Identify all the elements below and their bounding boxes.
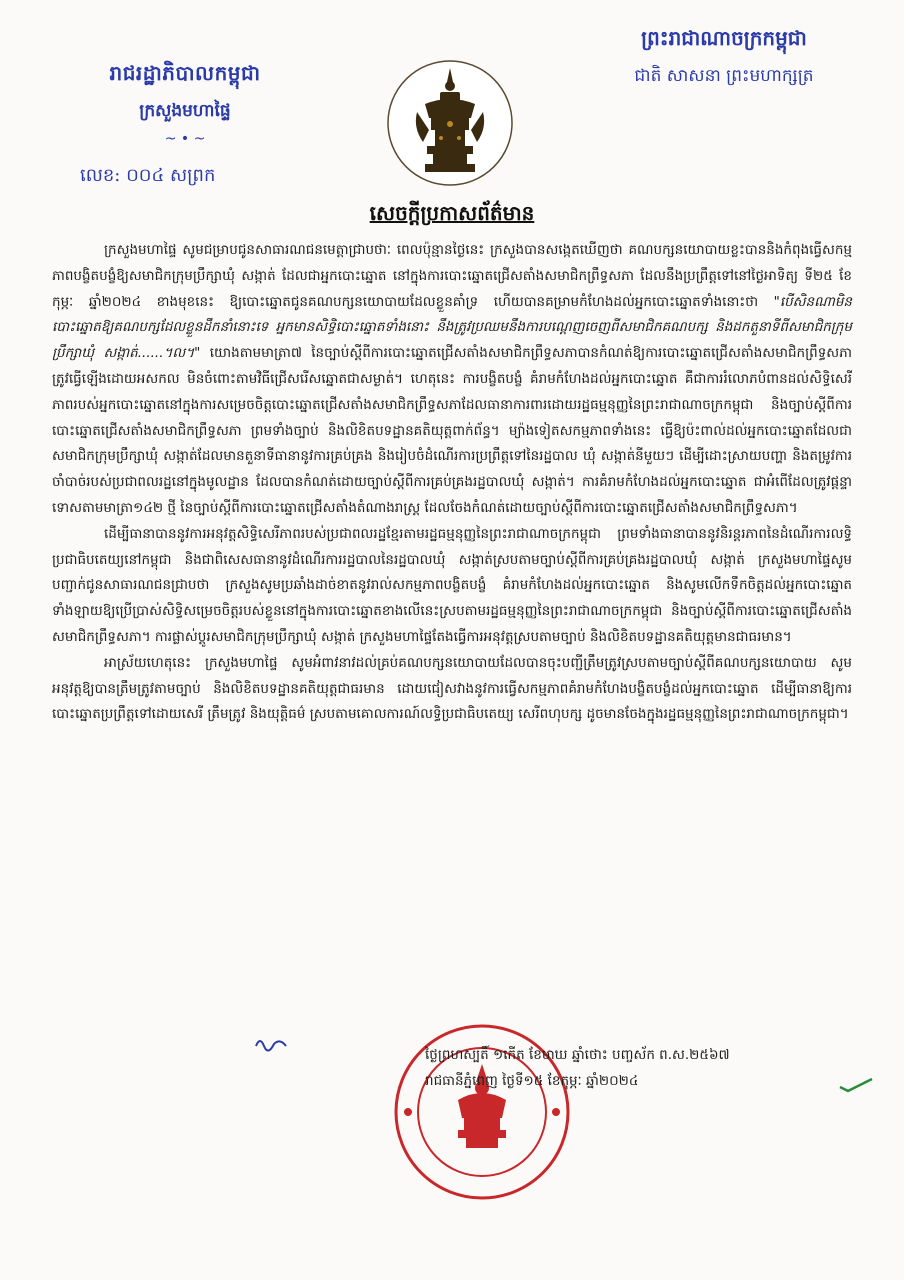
paragraph-1: [52, 238, 852, 522]
paragraph-1-text: ក្រសួងមហាផ្ទៃ សូមជម្រាបជូនសាធារណជនមេត្តាជ្រាបថាៈ ពេលប៉ុន្មានថ្ងៃនេះ ក្រសួងបានសង្កេតឃើញថា គណបក្សនយោបាយខ្លះបាននិងកំពុងធ្វើសកម្មភាពបង្ខិតបង្ខំឱ្យសមាជិកក្រុមប្រឹក្សាឃុំ សង្កាត់ ដែលជាអ្នកបោះឆ្នោត នៅក្នុងការបោះឆ្នោតជ្រើសតាំងសមាជិកព្រឹទ្ធសភា ដែលនឹងប្រព្រឹត្តទៅនៅថ្ងៃអាទិត្យ ទី២៥ ខែកុម្ភៈ ឆ្នាំ២០២៤ ខាងមុខនេះ ឱ្យបោះឆ្នោតជូនគណបក្សនយោបាយដែលខ្លួនគាំទ្រ ហើយបានគម្រាមកំហែងដល់អ្នកបោះឆ្នោតទាំងនោះថា: [52, 242, 852, 310]
initial-mark-icon: [252, 1032, 292, 1052]
place-and-date: រាជធានីភ្នំពេញ ថ្ងៃទី១៥ ខែកុម្ភៈ ឆ្នាំ២០២៤: [425, 1073, 639, 1089]
header-left: [70, 60, 300, 190]
kingdom-name: ព្រះរាជាណាចក្រកម្ពុជា: [641, 26, 807, 50]
document-body: [52, 238, 852, 728]
signature-block: [425, 1042, 865, 1094]
check-mark-icon: [838, 1075, 874, 1095]
reference-number: លេខ: ០០៤ សព្រក: [80, 165, 216, 186]
header-right: [594, 25, 854, 90]
paragraph-3: អាស្រ័យហេតុនេះ ក្រសួងមហាផ្ទៃ សូមអំពាវនាវដល់គ្រប់គណបក្សនយោបាយដែលបានចុះបញ្ជីត្រឹមត្រូវស្របតាមច្បាប់ស្តីពីគណបក្សនយោបាយ សូមអនុវត្តឱ្យបានត្រឹមត្រូវតាមច្បាប់ និងលិខិតបទដ្ឋានគតិយុត្តជាធរមាន ដោយជៀសវាងនូវការធ្វើសកម្មភាពគំរាមកំហែងបង្ខិតបង្ខំដល់អ្នកបោះឆ្នោត ដើម្បីធានាឱ្យការបោះឆ្នោតប្រព្រឹត្តទៅដោយសេរី ត្រឹមត្រូវ និងយុត្តិធម៌ ស្របតាមគោលការណ៍លទ្ធិប្រជាធិបតេយ្យ សេរីពហុបក្ស ដូចមានចែងក្នុងរដ្ឋធម្មនុញ្ញនៃព្រះរាជាណាចក្រកម្ពុជា។: [52, 654, 852, 723]
ministry-name: ក្រសួងមហាផ្ទៃ: [139, 101, 231, 121]
national-motto: ជាតិ សាសនា ព្រះមហាក្សត្រ: [634, 66, 814, 86]
quoted-threat: "បើសិនណាមិនបោះឆ្នោតឱ្យគណបក្សដែលខ្លួនដឹកនាំនោះទេ អ្នកមានសិទ្ធិបោះឆ្នោតទាំងនោះ នឹងត្រូវប្រឈមនឹងការបណ្តេញចេញពីសមាជិកគណបក្ស និងដកតួនាទីពីសមាជិកក្រុមប្រឹក្សាឃុំ សង្កាត់......។ល។": [52, 293, 852, 362]
government-name: រាជរដ្ឋាភិបាលកម្ពុជា: [109, 61, 261, 85]
ornament: ~ • ~: [164, 131, 206, 147]
document-title: សេចក្តីប្រកាសព័ត៌មាន: [369, 201, 535, 225]
paragraph-1-continued: យោងតាមមាត្រា៧ នៃច្បាប់ស្តីពីការបោះឆ្នោតជ្រើសតាំងសមាជិកព្រឹទ្ធសភាបានកំណត់ឱ្យការបោះឆ្នោតជ្រើសតាំងសមាជិកព្រឹទ្ធសភា ត្រូវធ្វើឡើងដោយអសកល មិនចំពោះតាមវិធីជ្រើសរើសឆ្នោតជាសម្ងាត់។ ហេតុនេះ ការបង្ខិតបង្ខំ គំរាមកំហែងដល់អ្នកបោះឆ្នោត គឺជាការរំលោភបំពានដល់សិទ្ធិសេរីភាពរបស់អ្នកបោះឆ្នោតនៅក្នុងការសម្រេចចិត្តបោះឆ្នោតជ្រើសតាំងសមាជិកព្រឹទ្ធសភាដែលធានាការពារដោយរដ្ឋធម្មនុញ្ញនៃព្រះរាជាណាចក្រកម្ពុជា និងច្បាប់ស្តីពីការបោះឆ្នោតជ្រើសតាំងសមាជិកព្រឹទ្ធសភា ព្រមទាំងច្បាប់ និងលិខិតបទដ្ឋានគតិយុត្តពាក់ព័ន្ធ។ ម្យ៉ាងទៀតសកម្មភាពទាំងនេះ ធ្វើឱ្យប៉ះពាល់ដល់អ្នកបោះឆ្នោតដែលជាសមាជិកក្រុមប្រឹក្សាឃុំ សង្កាត់ដែលមានតួនាទីធានានូវការគ្រប់គ្រង និងរៀបចំដំណើរការប្រព្រឹត្តទៅនៃរដ្ឋបាល ឃុំ សង្កាត់នីមួយៗ ដើម្បីដោះស្រាយបញ្ហា និងតម្រូវការចាំបាច់របស់ប្រជាពលរដ្ឋនៅក្នុងមូលដ្ឋាន ដែលបានកំណត់ដោយច្បាប់ស្តីពីការគ្រប់គ្រងរដ្ឋបាលឃុំ សង្កាត់។ ការគំរាមកំហែងដល់អ្នកបោះឆ្នោត ជាអំពើដែលត្រូវផ្តន្ទាទោសតាមមាត្រា១៤២ ថ្មី នៃច្បាប់ស្តីពីការបោះឆ្នោតជ្រើសតាំងតំណាងរាស្ត្រ ដែលចែងកំណត់ដោយច្បាប់ស្តីពីការបោះឆ្នោតជ្រើសតាំងសមាជិកព្រឹទ្ធសភា។: [52, 345, 852, 516]
lunar-date: ថ្ងៃព្រហស្បតិ៍ ១កើត ខែមាឃ ឆ្នាំថោះ បញ្ចស័ក ព.ស.២៥៦៧: [425, 1047, 730, 1063]
royal-crown-emblem-icon: [385, 58, 515, 188]
paragraph-2: ដើម្បីធានាបាននូវការអនុវត្តសិទ្ធិសេរីភាពរបស់ប្រជាពលរដ្ឋខ្មែរតាមរដ្ឋធម្មនុញ្ញនៃព្រះរាជាណាចក្រកម្ពុជា ព្រមទាំងធានាបាននូវនិរន្តរភាពនៃដំណើរការលទ្ធិប្រជាធិបតេយ្យនៅកម្ពុជា និងជាពិសេសធានានូវដំណើរការរដ្ឋបាលនៃរដ្ឋបាលឃុំ សង្កាត់ស្របតាមច្បាប់ស្តីពីការគ្រប់គ្រងរដ្ឋបាលឃុំ សង្កាត់ ក្រសួងមហាផ្ទៃសូមបញ្ជាក់ជូនសាធារណជនជ្រាបថា ក្រសួងសូមប្រឆាំងដាច់ខាតនូវរាល់សកម្មភាពបង្ខិតបង្ខំ គំរាមកំហែងដល់អ្នកបោះឆ្នោត និងសូមលើកទឹកចិត្តដល់អ្នកបោះឆ្នោតទាំងឡាយឱ្យប្រើប្រាស់សិទ្ធិសម្រេចចិត្តរបស់ខ្លួននៅក្នុងការបោះឆ្នោតខាងលើនេះស្របតាមរដ្ឋធម្មនុញ្ញនៃព្រះរាជាណាចក្រកម្ពុជា និងច្បាប់ស្តីពីការបោះឆ្នោតជ្រើសតាំងសមាជិកព្រឹទ្ធសភា។ ការផ្លាស់ប្តូរសមាជិកក្រុមប្រឹក្សាឃុំ សង្កាត់ ក្រសួងមហាផ្ទៃតែងធ្វើការអនុវត្តស្របតាមច្បាប់ និងលិខិតបទដ្ឋានគតិយុត្តមានជាធរមាន។: [52, 525, 852, 645]
